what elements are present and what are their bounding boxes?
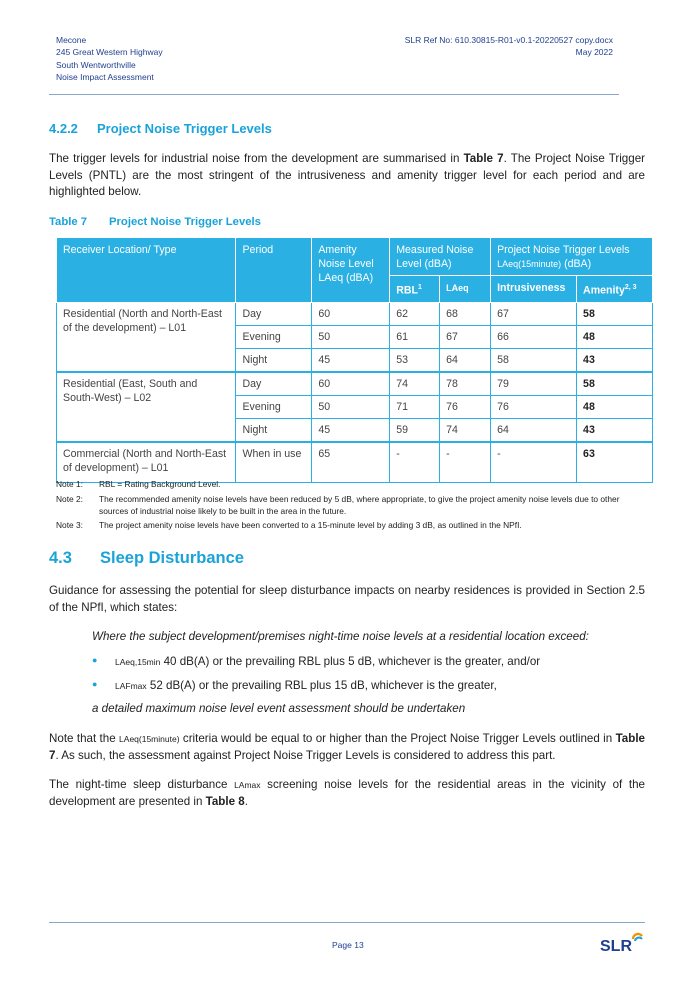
laeq-cell: 78 — [440, 372, 491, 396]
rbl-cell: 71 — [390, 395, 440, 418]
rbl-cell: - — [390, 442, 440, 483]
col-header-measured: Measured Noise Level (dBA) — [390, 238, 491, 276]
section-43-heading — [49, 549, 244, 568]
trigger-levels-paragraph — [49, 151, 645, 201]
note-item — [56, 520, 646, 532]
paragraph-text: The trigger levels for industrial noise from the development are summarised in — [49, 152, 464, 165]
period-cell: Evening — [236, 395, 312, 418]
table-header-row — [57, 238, 653, 276]
amenity-footnote: 2, 3 — [624, 284, 637, 291]
amenity-col-label: Amenity — [583, 284, 625, 297]
note-item — [56, 479, 646, 491]
bullet-dot-icon: ● — [92, 655, 98, 665]
bullet-text: 52 dB(A) or the prevailing RBL plus 15 dB, whichever is the greater, — [146, 679, 497, 692]
receiver-cell: Residential (East, South and South-West) – L02 — [57, 372, 236, 442]
quote-tail: a detailed maximum noise level event assessment should be undertaken — [92, 702, 466, 715]
paragraph-text: . — [244, 794, 248, 808]
slr-logo — [600, 930, 648, 961]
intrusiveness-cell: - — [491, 442, 577, 483]
laeq-cell: - — [440, 442, 491, 483]
col-header-laeq: LAeq — [440, 276, 491, 303]
intrusiveness-cell: 79 — [491, 372, 577, 396]
col-header-receiver: Receiver Location/ Type — [57, 238, 236, 303]
table-row — [57, 372, 653, 396]
amenity-header-unit: LAeq (dBA) — [318, 272, 374, 284]
table-8-reference: Table 8 — [205, 794, 245, 808]
amenity-pntl-cell: 48 — [577, 395, 653, 418]
paragraph-text: screening noise levels for the residential areas in the vicinity of the development are presented in — [49, 778, 645, 808]
header-ref-number: SLR Ref No: 610.30815-R01-v0.1-20220527 copy.docx — [404, 35, 613, 45]
intrusiveness-cell: 58 — [491, 348, 577, 372]
pntl-header-metric: LAeq(15minute) — [497, 259, 562, 269]
header-address — [56, 34, 163, 84]
amenity-cell: 45 — [312, 418, 390, 442]
page-number: Page 13 — [332, 940, 364, 950]
pntl-header-label: Project Noise Trigger Levels — [497, 244, 630, 256]
header-client: Mecone — [56, 35, 87, 45]
slr-logo-icon — [600, 930, 648, 956]
note-text: The recommended amenity noise levels have been reduced by 5 dB, where appropriate, to give the project amenity noise levels due to other sources of industrial noise likely to be built in the area in the future. — [99, 493, 620, 516]
rbl-cell: 62 — [390, 302, 440, 325]
note-text: RBL = Rating Background Level. — [99, 479, 221, 489]
table-7-caption — [49, 216, 261, 228]
criteria-paragraph — [49, 731, 645, 764]
header-report-title: Noise Impact Assessment — [56, 72, 154, 83]
receiver-cell: Residential (North and North-East of the development) – L01 — [57, 302, 236, 372]
rbl-cell: 61 — [390, 325, 440, 348]
note-label: Note 1: — [56, 479, 84, 489]
paragraph-text: criteria would be equal to or higher than the Project Noise Trigger Levels outlined in — [179, 732, 616, 745]
section-422-number: 4.2.2 — [49, 121, 78, 136]
note-text: The project amenity noise levels have been converted to a 15-minute level by adding 3 dB, as outlined in the NPfI. — [99, 520, 522, 531]
laeq-cell: 68 — [440, 302, 491, 325]
period-cell: Day — [236, 372, 312, 396]
table-7-reference: Table 7 — [463, 152, 504, 165]
period-cell: When in use — [236, 442, 312, 483]
section-43-number: 4.3 — [49, 549, 72, 567]
amenity-header-label: Amenity Noise Level — [318, 244, 374, 270]
intrusiveness-cell: 76 — [491, 395, 577, 418]
header-suburb: South Wentworthville — [56, 59, 136, 70]
amenity-pntl-cell: 43 — [577, 348, 653, 372]
table-row — [57, 442, 653, 483]
table-notes — [56, 479, 646, 535]
laeq-cell: 74 — [440, 418, 491, 442]
amenity-pntl-cell: 58 — [577, 372, 653, 396]
paragraph-text: The night-time sleep disturbance — [49, 778, 235, 791]
header-reference — [405, 34, 613, 59]
period-cell: Day — [236, 302, 312, 325]
amenity-cell: 45 — [312, 348, 390, 372]
rbl-label: RBL — [396, 284, 418, 297]
rbl-cell: 59 — [390, 418, 440, 442]
laeq-symbol: LAeq,15min — [115, 657, 161, 667]
table-caption-number: Table 7 — [49, 216, 88, 228]
amenity-cell: 60 — [312, 302, 390, 325]
paragraph-text: Note that the — [49, 732, 120, 745]
rbl-cell: 53 — [390, 348, 440, 372]
table-caption-title: Project Noise Trigger Levels — [109, 216, 261, 228]
amenity-pntl-cell: 48 — [577, 325, 653, 348]
intrusiveness-cell: 67 — [491, 302, 577, 325]
laeq15-symbol: LAeq(15minute) — [119, 734, 180, 744]
logo-wordmark: SLR — [600, 938, 632, 955]
laeq-cell: 67 — [440, 325, 491, 348]
bullet-lafmax — [92, 679, 497, 692]
amenity-cell: 50 — [312, 325, 390, 348]
paragraph-text: . As such, the assessment against Project Noise Trigger Levels is considered to address this part. — [55, 748, 556, 762]
table-7-reference: Table 7 — [49, 732, 645, 762]
amenity-pntl-cell: 58 — [577, 302, 653, 325]
period-cell: Night — [236, 418, 312, 442]
amenity-cell: 60 — [312, 372, 390, 396]
section-422-title: Project Noise Trigger Levels — [97, 121, 272, 136]
amenity-pntl-cell: 43 — [577, 418, 653, 442]
amenity-cell: 65 — [312, 442, 390, 483]
bullet-text: 40 dB(A) or the prevailing RBL plus 5 dB, whichever is the greater, and/or — [160, 655, 541, 668]
amenity-pntl-cell: 63 — [577, 442, 653, 483]
lafmax-symbol: LAFmax — [115, 681, 147, 691]
col-header-pntl — [491, 238, 653, 276]
note-item — [56, 494, 646, 518]
header-street: 245 Great Western Highway — [56, 47, 163, 58]
receiver-cell: Commercial (North and North-East of development) – L01 — [57, 442, 236, 483]
section-422-heading — [49, 121, 272, 136]
note-label: Note 3: — [56, 520, 84, 531]
pntl-header-unit: (dBA) — [561, 258, 592, 270]
sleep-intro-paragraph: Guidance for assessing the potential for sleep disturbance impacts on nearby residences is provided in Section 2.5 of the NPfI, which states: — [49, 584, 645, 614]
rbl-cell: 74 — [390, 372, 440, 396]
header-date: May 2022 — [575, 47, 613, 58]
noise-trigger-table — [56, 237, 653, 483]
col-header-amenity — [577, 276, 653, 303]
col-header-period: Period — [236, 238, 312, 303]
col-header-amenity-level — [312, 238, 390, 303]
paragraph-text: . The Project Noise Trigger Levels (PNTL) are the most stringent of the intrusiveness and amenity trigger level for each period and are highlighted below. — [49, 152, 645, 198]
rbl-footnote: 1 — [418, 284, 422, 291]
col-header-intrusiveness: Intrusiveness — [491, 276, 577, 303]
intrusiveness-cell: 64 — [491, 418, 577, 442]
bullet-dot-icon: ● — [92, 679, 98, 689]
footer-divider — [49, 922, 645, 923]
screening-paragraph — [49, 777, 645, 810]
quote-lead: Where the subject development/premises night-time noise levels at a residential location exceed: — [92, 630, 589, 643]
section-43-title: Sleep Disturbance — [100, 549, 244, 567]
laeq-cell: 76 — [440, 395, 491, 418]
col-header-rbl — [390, 276, 440, 303]
table-row — [57, 302, 653, 325]
period-cell: Evening — [236, 325, 312, 348]
laeq-cell: 64 — [440, 348, 491, 372]
amenity-cell: 50 — [312, 395, 390, 418]
header-divider — [49, 94, 619, 95]
intrusiveness-cell: 66 — [491, 325, 577, 348]
bullet-laeq — [92, 655, 540, 668]
lamax-symbol: LAmax — [234, 780, 261, 790]
logo-swoosh-inner — [635, 938, 642, 941]
period-cell: Night — [236, 348, 312, 372]
note-label: Note 2: — [56, 493, 84, 504]
